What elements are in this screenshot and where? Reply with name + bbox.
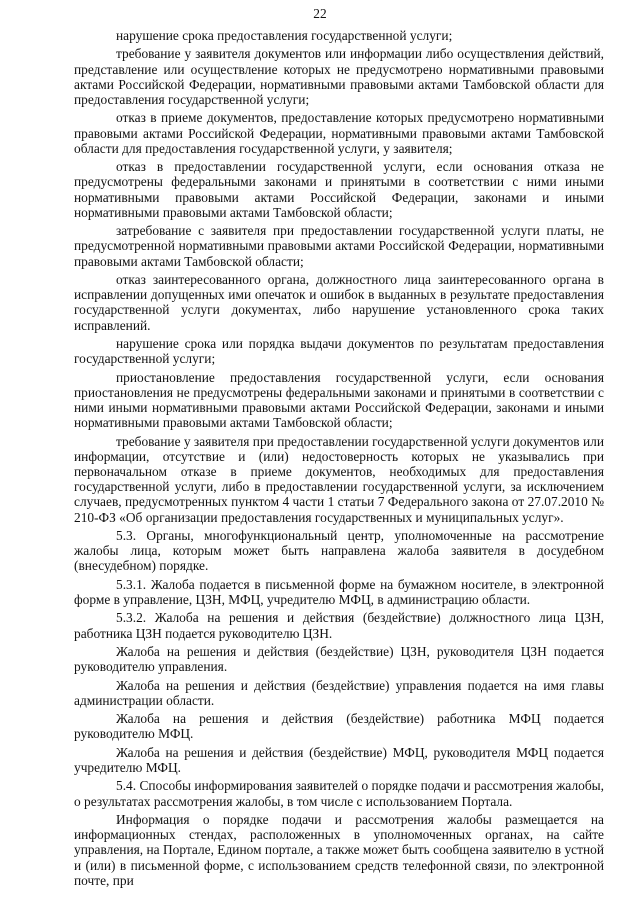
paragraph: затребование с заявителя при предоставлении государственной услуги платы, не предусмотренной нормативными правовыми актами Российской Федерации, нормативными правовыми актами Тамбовской области; (74, 223, 604, 269)
paragraph: Информация о порядке подачи и рассмотрения жалобы размещается на информационных стендах, расположенных в уполномоченных органах, на сайте управления, на Портале, Едином портале, а также может быть сообщена заявителю в устной и (или) в письменной форме, с использованием средств телефонной связи, по электронной почте, при (74, 811, 604, 888)
paragraph: приостановление предоставления государственной услуги, если основания приостановления не предусмотрены федеральными законами и принятыми в соответствии с ними иными нормативными правовыми актами Российской Федерации, законами и иными нормативными правовыми актами Тамбовской области; (74, 369, 604, 431)
document-body (74, 28, 604, 891)
paragraph: Жалоба на решения и действия (бездействие) работника МФЦ подается руководителю МФЦ. (74, 711, 604, 742)
page-number: 22 (313, 6, 327, 21)
paragraph: 5.3.1. Жалоба подается в письменной форме на бумажном носителе, в электронной форме в управление, ЦЗН, МФЦ, учредителю МФЦ, в администрацию области. (74, 576, 604, 607)
paragraph: Жалоба на решения и действия (бездействие) МФЦ, руководителя МФЦ подается учредителю МФЦ. (74, 744, 604, 775)
paragraph: Жалоба на решения и действия (бездействие) ЦЗН, руководителя ЦЗН подается руководителю управления. (74, 643, 604, 675)
paragraph: 5.3.2. Жалоба на решения и действия (бездействие) должностного лица ЦЗН, работника ЦЗН подается руководителю ЦЗН. (74, 610, 604, 641)
paragraph: отказ в предоставлении государственной услуги, если основания отказа не предусмотрены федеральными законами и принятыми в соответствии с ними иными нормативными правовыми актами Российской Федерации, законами и иными нормативными правовыми актами Тамбовской области; (74, 159, 604, 220)
paragraph: 5.3. Органы, многофункциональный центр, уполномоченные на рассмотрение жалобы лица, которым может быть направлена жалоба заявителя в досудебном (внесудебном) порядке. (74, 527, 604, 574)
paragraph: нарушение срока предоставления государственной услуги; (116, 28, 453, 43)
paragraph: требование у заявителя при предоставлении государственной услуги документов или информации, отсутствие и (или) недостоверность которых не указывались при первоначальном отказе в приеме документов, необходимых для предоставления государственной услуги, либо в предоставлении государственной услуги, за исключением случаев, предусмотренных пунктом 4 части 1 статьи 7 Федерального закона от 27.07.2010 № 210-ФЗ «Об организации предоставления государственных и муниципальных услуг». (74, 433, 604, 525)
paragraph: отказ в приеме документов, предоставление которых предусмотрено нормативными правовыми актами Российской Федерации, нормативными правовыми актами Тамбовской области для предоставления государственной услуги, у заявителя; (74, 110, 604, 156)
paragraph: отказ заинтересованного органа, должностного лица заинтересованного органа в исправлении допущенных ими опечаток и ошибок в выданных в результате предоставления государственной услуги документах, либо нарушение установленного срока таких исправлений. (74, 271, 604, 333)
paragraph: Жалоба на решения и действия (бездействие) управления подается на имя главы администрации области. (74, 677, 604, 708)
paragraph: нарушение срока или порядка выдачи документов по результатам предоставления государственной услуги; (74, 335, 604, 367)
paragraph: требование у заявителя документов или информации либо осуществления действий, представление или осуществление которых не предусмотрено нормативными правовыми актами Российской Федерации, нормативными правовыми актами Тамбовской области для предоставления государственной услуги; (74, 46, 604, 107)
paragraph: 5.4. Способы информирования заявителей о порядке подачи и рассмотрения жалобы, о результатах рассмотрения жалобы, в том числе с использованием Портала. (74, 778, 604, 809)
